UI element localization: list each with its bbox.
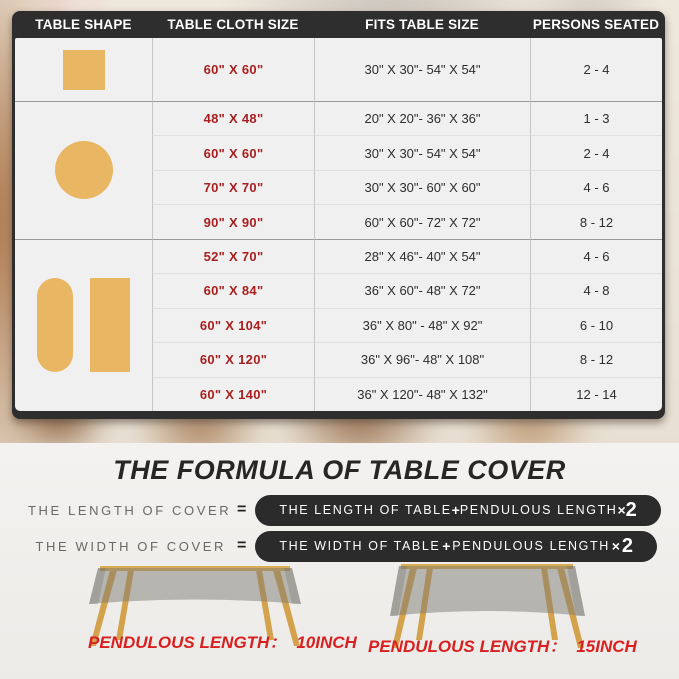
cloth-size-cell: 60" X 84"	[152, 273, 314, 307]
factor-two: 2	[621, 534, 633, 557]
formula-row-width	[28, 530, 657, 562]
plus-icon: +	[442, 538, 451, 554]
size-chart-table	[12, 11, 665, 419]
shape-cell-oval-rectangle	[15, 239, 152, 411]
header-cloth-size: TABLE CLOTH SIZE	[167, 17, 299, 32]
formula-title: THE FORMULA OF TABLE COVER	[113, 455, 566, 485]
header-persons-seated: PERSONS SEATED	[532, 17, 660, 32]
pendulous-length-caption-label: PENDULOUS LENGTH：	[88, 633, 287, 652]
fits-size-cell: 36" X 80" - 48" X 92"	[314, 308, 530, 342]
multiply-icon: ×	[611, 538, 620, 554]
round-shape-icon	[55, 141, 113, 199]
cloth-size-cell: 48" X 48"	[152, 101, 314, 135]
fits-size-cell: 30" X 30"- 60" X 60"	[314, 170, 530, 204]
cloth-size-cell: 52" X 70"	[152, 239, 314, 273]
shape-cell-square	[15, 38, 152, 101]
pendulous-length-label: PENDULOUS LENGTH	[452, 539, 610, 553]
cloth-size-cell: 60" X 120"	[152, 342, 314, 376]
caption-pendulous-10inch	[88, 628, 357, 653]
header-fits-size: FITS TABLE SIZE	[365, 17, 479, 32]
fits-size-cell: 60" X 60"- 72" X 72"	[314, 204, 530, 238]
pendulous-length-caption-label: PENDULOUS LENGTH：	[368, 637, 567, 656]
cloth-size-cell: 60" X 140"	[152, 377, 314, 411]
persons-cell: 4 - 6	[530, 170, 662, 204]
formula-row-length	[28, 494, 657, 526]
shape-cell-round	[15, 101, 152, 239]
table-body	[15, 38, 662, 411]
plus-icon: +	[451, 502, 460, 518]
cloth-size-cell: 90" X 90"	[152, 204, 314, 238]
persons-cell: 2 - 4	[530, 135, 662, 169]
persons-cell: 1 - 3	[530, 101, 662, 135]
persons-cell: 4 - 8	[530, 273, 662, 307]
multiply-icon: ×	[617, 502, 626, 518]
factor-two: 2	[625, 498, 637, 521]
cloth-size-cell: 60" X 60"	[152, 38, 314, 101]
pendulous-length-caption-value: 15INCH	[576, 637, 637, 656]
persons-cell: 4 - 6	[530, 239, 662, 273]
header-table-shape: TABLE SHAPE	[35, 17, 132, 32]
fits-size-cell: 36" X 96"- 48" X 108"	[314, 342, 530, 376]
persons-cell: 8 - 12	[530, 342, 662, 376]
rectangle-shape-icon	[90, 278, 130, 372]
length-formula-pill	[255, 495, 660, 526]
cloth-size-cell: 70" X 70"	[152, 170, 314, 204]
caption-pendulous-15inch	[368, 632, 637, 657]
persons-cell: 12 - 14	[530, 377, 662, 411]
fits-size-cell: 30" X 30"- 54" X 54"	[314, 38, 530, 101]
cloth-size-cell: 60" X 104"	[152, 308, 314, 342]
persons-cell: 6 - 10	[530, 308, 662, 342]
pendulous-length-label: PENDULOUS LENGTH	[459, 503, 618, 517]
cloth-size-cell: 60" X 60"	[152, 135, 314, 169]
equals-sign: =	[237, 537, 247, 554]
width-of-cover-label: THE WIDTH OF COVER	[35, 538, 226, 554]
fits-size-cell: 30" X 30"- 54" X 54"	[314, 135, 530, 169]
width-formula-pill	[255, 531, 657, 562]
fits-size-cell: 36" X 60"- 48" X 72"	[314, 273, 530, 307]
equals-sign: =	[237, 501, 247, 518]
oval-shape-icon	[37, 278, 73, 372]
square-shape-icon	[63, 50, 105, 90]
fits-size-cell: 36" X 120"- 48" X 132"	[314, 377, 530, 411]
pendulous-length-caption-value: 10INCH	[296, 633, 357, 652]
fits-size-cell: 28" X 46"- 40" X 54"	[314, 239, 530, 273]
persons-cell: 2 - 4	[530, 38, 662, 101]
oval-rectangle-icons	[37, 278, 130, 372]
width-of-table-label: THE WIDTH OF TABLE	[279, 539, 441, 553]
length-of-table-label: THE LENGTH OF TABLE	[279, 503, 452, 517]
fits-size-cell: 20" X 20"- 36" X 36"	[314, 101, 530, 135]
persons-cell: 8 - 12	[530, 204, 662, 238]
length-of-cover-label: THE LENGTH OF COVER	[28, 502, 232, 518]
table-header-row	[15, 11, 662, 38]
